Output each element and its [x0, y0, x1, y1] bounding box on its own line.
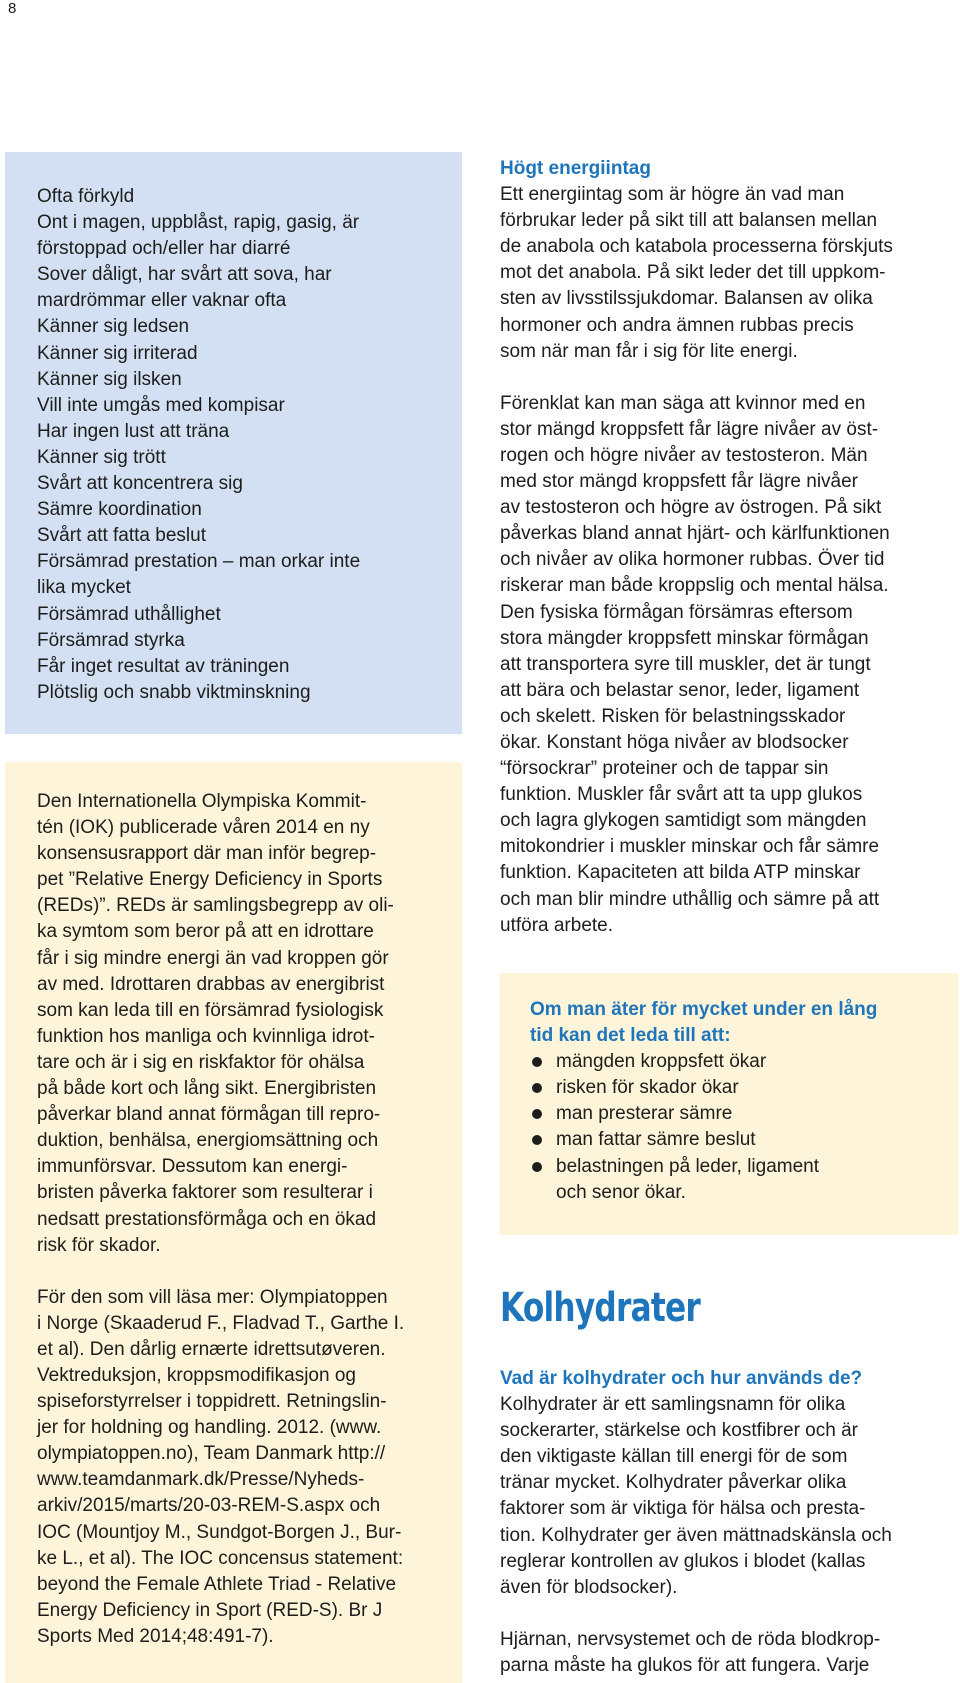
- symptom-line: Har ingen lust att träna: [37, 420, 230, 442]
- text-line: Den fysiska förmågan försämras eftersom: [500, 601, 853, 623]
- symptom-line: Ont i magen, uppblåst, rapig, gasig, är: [37, 212, 360, 234]
- text-line: och lagra glykogen samtidigt som mängden: [500, 810, 867, 832]
- symptom-line: mardrömmar eller vaknar ofta: [37, 290, 287, 312]
- text-line: förbrukar leder på sikt till att balansen mellan: [500, 210, 878, 232]
- text-line: funktion. Muskler får svårt att ta upp glukos: [500, 784, 863, 806]
- text-line: på både kort och lång sikt. Energibristen: [37, 1078, 377, 1100]
- bullet-text: man presterar sämre: [556, 1103, 733, 1125]
- text-line: som kan leda till en försämrad fysiologisk: [37, 999, 384, 1021]
- text-line: Vektreduksjon, kroppsmodifikasjon og: [37, 1364, 356, 1386]
- text-line: parna måste ha glukos för att fungera. Varje: [500, 1654, 870, 1676]
- references-paragraph: [37, 1285, 452, 1650]
- text-line: faktorer som är viktiga för hälsa och presta-: [500, 1498, 866, 1520]
- text-line: och skelett. Risken för belastningsskador: [500, 705, 846, 727]
- list-item: [530, 1127, 948, 1153]
- list-item: [530, 1154, 948, 1180]
- text-line: som när man får i sig för lite energi.: [500, 340, 798, 362]
- text-line: tén (IOK) publicerade våren 2014 en ny: [37, 817, 370, 839]
- kolhydrater-paragraph-2: [500, 1627, 955, 1679]
- text-line: i Norge (Skaaderud F., Fladvad T., Garthe I.: [37, 1312, 405, 1334]
- text-line: Hjärnan, nervsystemet och de röda blodkrop-: [500, 1628, 881, 1650]
- text-line: immunförsvar. Dessutom kan energi-: [37, 1156, 348, 1178]
- reds-info-box: [5, 762, 462, 1683]
- text-line: riskerar man både kroppslig och mental hälsa.: [500, 575, 889, 597]
- text-line: bristen påverka faktorer som resulterar i: [37, 1182, 373, 1204]
- bullet-text: man fattar sämre beslut: [556, 1129, 756, 1151]
- text-line: arkiv/2015/marts/20-03-REM-S.aspx och: [37, 1495, 381, 1517]
- text-line: konsensusrapport där man inför begrep-: [37, 843, 377, 865]
- text-line: www.teamdanmark.dk/Presse/Nyheds-: [37, 1469, 365, 1491]
- high-energy-section: [500, 156, 955, 939]
- symptom-line: Känner sig trött: [37, 446, 166, 468]
- text-line: påverkas bland annat hjärt- och kärlfunktionen: [500, 523, 890, 545]
- text-line: även för blodsocker).: [500, 1576, 678, 1598]
- text-line: ka symtom som beror på att en idrottare: [37, 921, 374, 943]
- text-line: ke L., et al). The IOC concensus statement:: [37, 1547, 404, 1569]
- text-line: den viktigaste källan till energi för de som: [500, 1446, 848, 1468]
- text-line: sockerarter, stärkelse och kostfibrer och är: [500, 1420, 858, 1442]
- text-line: För den som vill läsa mer: Olympiatoppen: [37, 1286, 388, 1308]
- text-line: hormoner och andra ämnen rubbas precis: [500, 314, 854, 336]
- page-number: 8: [8, 0, 17, 17]
- symptom-line: Vill inte umgås med kompisar: [37, 394, 285, 416]
- overeating-heading-line: tid kan det leda till att:: [530, 1025, 731, 1047]
- text-line: tränar mycket. Kolhydrater påverkar olika: [500, 1472, 847, 1494]
- symptom-line: Plötslig och snabb viktminskning: [37, 681, 311, 703]
- text-line: et al). Den dårlig ernærte idrettsutøveren.: [37, 1338, 386, 1360]
- list-item: [530, 1101, 948, 1127]
- symptom-line: Ofta förkyld: [37, 186, 135, 207]
- symptom-line: Svårt att fatta beslut: [37, 525, 206, 547]
- text-line: sten av livsstilssjukdomar. Balansen av olika: [500, 288, 873, 310]
- text-line: påverkar bland annat förmågan till repro-: [37, 1104, 381, 1126]
- bullet-icon: [532, 1083, 542, 1093]
- text-line: Ett energiintag som är högre än vad man: [500, 184, 845, 206]
- text-line: (REDs)”. REDs är samlingsbegrepp av oli-: [37, 895, 394, 917]
- symptom-line: Försämrad uthållighet: [37, 603, 221, 625]
- text-line: av testosteron och högre av östrogen. På sikt: [500, 497, 882, 519]
- symptom-line: Försämrad prestation – man orkar inte: [37, 551, 361, 573]
- symptom-line: Sämre koordination: [37, 499, 202, 521]
- text-line: mot det anabola. På sikt leder det till uppkom-: [500, 262, 886, 284]
- section-title: Kolhydrater: [500, 1285, 700, 1331]
- bullet-text: belastningen på leder, ligament: [556, 1155, 820, 1177]
- text-line: rogen och högre nivåer av testosteron. Män: [500, 444, 868, 466]
- high-energy-heading: Högt energiintag: [500, 158, 651, 179]
- text-line: mitokondrier i muskler minskar och får sämre: [500, 836, 880, 858]
- bullet-icon: [532, 1135, 542, 1145]
- overeating-bullet-list: [530, 1049, 948, 1206]
- text-line: tare och är i sig en riskfaktor för ohälsa: [37, 1051, 365, 1073]
- kolhydrater-section: [500, 1366, 955, 1679]
- bullet-text: mängden kroppsfett ökar: [556, 1051, 767, 1073]
- symptom-line: Känner sig irriterad: [37, 342, 198, 364]
- kolhydrater-paragraph-1: [500, 1392, 955, 1601]
- overeating-box: [500, 973, 958, 1235]
- ioc-paragraph: [37, 789, 452, 1259]
- high-energy-paragraph-1: [500, 182, 955, 365]
- text-line: Energy Deficiency in Sport (RED-S). Br J: [37, 1599, 383, 1621]
- symptom-line: Sover dåligt, har svårt att sova, har: [37, 264, 332, 286]
- symptom-line: lika mycket: [37, 577, 131, 599]
- text-line: ökar. Konstant höga nivåer av blodsocker: [500, 731, 849, 753]
- bullet-icon: [532, 1162, 542, 1172]
- text-line: och nivåer av olika hormoner rubbas. Över tid: [500, 549, 885, 571]
- list-item: [530, 1075, 948, 1101]
- list-item-continuation: [530, 1180, 948, 1206]
- text-line: nedsatt prestationsförmåga och en ökad: [37, 1208, 377, 1230]
- symptom-line: Får inget resultat av träningen: [37, 655, 290, 677]
- text-line: reglerar kontrollen av glukos i blodet (kallas: [500, 1550, 866, 1572]
- text-line: pet ”Relative Energy Deficiency in Sports: [37, 869, 383, 891]
- text-line: risk för skador.: [37, 1234, 161, 1256]
- symptom-line: förstoppad och/eller har diarré: [37, 238, 291, 260]
- text-line: att transportera syre till muskler, det är tungt: [500, 653, 871, 675]
- text-line: att bära och belastar senor, leder, ligament: [500, 679, 860, 701]
- text-line: tion. Kolhydrater ger även mättnadskänsla och: [500, 1524, 892, 1546]
- symptoms-box: [5, 152, 462, 734]
- list-item: [530, 1049, 948, 1075]
- bullet-text: risken för skador ökar: [556, 1077, 739, 1099]
- text-line: stora mängder kroppsfett minskar förmågan: [500, 627, 869, 649]
- text-line: med stor mängd kroppsfett får lägre nivåer: [500, 471, 859, 493]
- symptom-line: Svårt att koncentrera sig: [37, 473, 243, 495]
- overeating-heading-line: Om man äter för mycket under en lång: [530, 999, 878, 1020]
- text-line: IOC (Mountjoy M., Sundgot-Borgen J., Bur-: [37, 1521, 402, 1543]
- text-line: Kolhydrater är ett samlingsnamn för olika: [500, 1394, 846, 1416]
- text-line: funktion hos manliga och kvinnliga idrot-: [37, 1025, 375, 1047]
- high-energy-paragraph-2: [500, 391, 955, 939]
- text-line: “försockrar” proteiner och de tappar sin: [500, 758, 829, 780]
- kolhydrater-subheading: Vad är kolhydrater och hur används de?: [500, 1368, 863, 1389]
- bullet-text: och senor ökar.: [556, 1181, 686, 1203]
- text-line: utföra arbete.: [500, 914, 614, 936]
- text-line: olympiatoppen.no), Team Danmark http://: [37, 1443, 386, 1465]
- bullet-icon: [532, 1109, 542, 1119]
- text-line: Förenklat kan man säga att kvinnor med en: [500, 392, 866, 414]
- text-line: Den Internationella Olympiska Kommit-: [37, 791, 367, 812]
- symptom-line: Känner sig ilsken: [37, 368, 182, 390]
- text-line: funktion. Kapaciteten att bilda ATP minskar: [500, 862, 861, 884]
- bullet-icon: [532, 1057, 542, 1067]
- text-line: och man blir mindre uthållig och sämre på att: [500, 888, 880, 910]
- text-line: av med. Idrottaren drabbas av energibrist: [37, 973, 385, 995]
- text-line: spiseforstyrrelser i toppidrett. Retningslin-: [37, 1391, 387, 1413]
- text-line: de anabola och katabola processerna förskjuts: [500, 236, 893, 258]
- text-line: beyond the Female Athlete Triad - Relative: [37, 1573, 397, 1595]
- symptom-line: Känner sig ledsen: [37, 316, 190, 338]
- text-line: jer for holdning og handling. 2012. (www.: [37, 1417, 382, 1439]
- text-line: Sports Med 2014;48:491-7).: [37, 1625, 274, 1647]
- text-line: stor mängd kroppsfett får lägre nivåer av öst-: [500, 418, 879, 440]
- text-line: duktion, benhälsa, energiomsättning och: [37, 1130, 379, 1152]
- symptom-line: Försämrad styrka: [37, 629, 185, 651]
- text-line: får i sig mindre energi än vad kroppen gör: [37, 947, 389, 969]
